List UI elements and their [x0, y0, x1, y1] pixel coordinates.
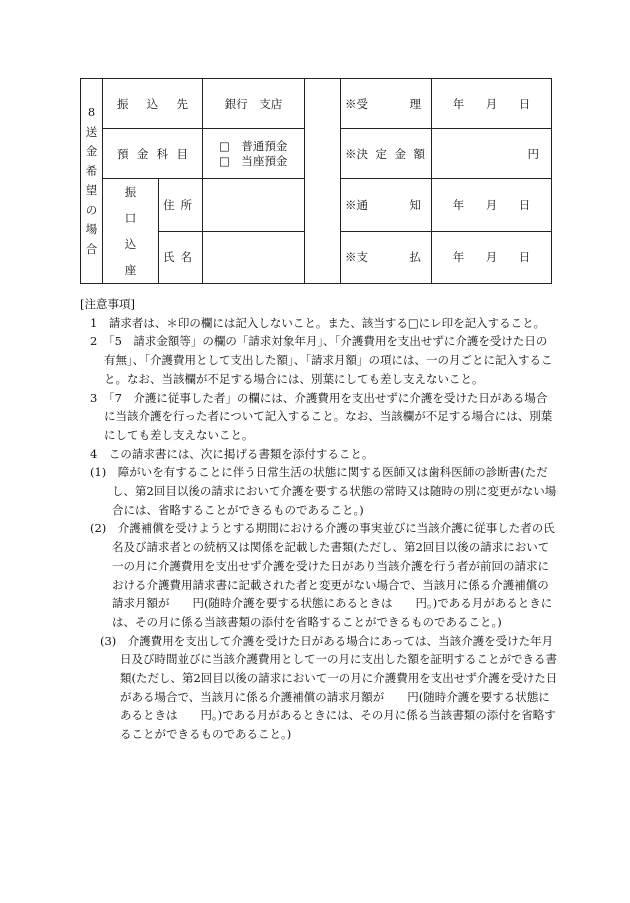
furikomisaki-label: 振 込 先 — [103, 79, 203, 129]
shiharai-date-field[interactable]: 年 月 日 — [432, 231, 552, 284]
section-title-remittance: 8 送 金 希 望 の 場 合 — [81, 79, 103, 284]
jusho-label: 住所 — [159, 179, 203, 232]
furikomi-kouza-label: 振口 込座 — [103, 179, 159, 284]
note-item-1: 1 請求者は、＊印の欄には記入しないこと。また、該当する□にレ印を記入すること。 — [90, 315, 546, 330]
shimei-label: 氏名 — [159, 231, 203, 284]
note-subitem-1: (1) 障がいを有することに伴う日常生活の状態に関する医師又は歯科医師の診断書(ただし、第2回目以後の請求において介護を要する状態の常時又は随時の別に変更がない場合には、省略することができるものであること。) — [90, 465, 557, 517]
note-item-4: 4 この請求書には、次に掲げる書類を添付すること。 — [90, 446, 374, 461]
note-subitem-2: (2) 介護補償を受けようとする期間における介護の事実並びに当該介護に従事した者の氏名及び請求者との続柄又は関係を記載した書類(ただし、第2回目以後の請求において一の月に介護費用を支出せず介護を受けた日があり当該介護を行う者が前回の請求における介護費用請求書に記載された者と変更がない場合で、当該月に係る介護補償の請求月額が 円(随時介護を要する状態にあるときは 円。)である月があるときには、その月に係る当該書類の添付を省略することができるものであること。) — [90, 521, 555, 629]
juri-label: ※受 理 — [341, 79, 432, 129]
bank-branch-field[interactable]: 銀行 支店 — [203, 79, 305, 129]
note-item-3: 3 「7 介護に従事した者」の欄には、介護費用を支出せずに介護を受けた日がある場合に当該介護を行った者について記入すること。なお、当該欄が不足する場合には、別葉にしても差し支えないこと。 — [90, 390, 553, 442]
notes-section — [80, 295, 558, 744]
tsuchi-date-field[interactable]: 年 月 日 — [432, 179, 552, 232]
tsuchi-label: ※通 知 — [341, 179, 432, 232]
kettei-amount-field[interactable]: 円 — [432, 129, 552, 179]
note-subitem-3: (3) 介護費用を支出して介護を受けた日がある場合にあっては、当該介護を受けた年月日及び時間並びに当該介護費用として一の月に支出した額を証明することができる書類(ただし、第2回目以後の請求において一の月に介護費用を支出せず介護を受けた日がある場合で、当該月に係る介護補償の請求月額が 円(随時介護を要する状態にあるときは 円。)である月があるときには、その月に係る当該書類の添付を省略することができるものであること。) — [100, 633, 558, 742]
juri-date-field[interactable]: 年 月 日 — [432, 79, 552, 129]
account-type-options[interactable] — [203, 129, 305, 179]
yokin-kamoku-label: 預 金 科 目 — [103, 129, 203, 179]
blank-column — [305, 79, 341, 284]
shimei-field[interactable] — [203, 231, 305, 284]
jusho-field[interactable] — [203, 179, 305, 232]
futsu-checkbox[interactable]: □ 普通預金 — [219, 138, 288, 153]
kettei-label: ※決 定 金 額 — [341, 129, 432, 179]
toza-checkbox[interactable]: □ 当座預金 — [219, 153, 288, 168]
shiharai-label: ※支 払 — [341, 231, 432, 284]
remittance-form-table — [80, 78, 552, 284]
notes-heading: [注意事項] — [80, 297, 135, 311]
note-item-2: 2 「5 請求金額等」の欄の「請求対象年月」、「介護費用を支出せずに介護を受けた日の有無」、「介護費用として支出した額」、「請求月額」の項には、一の月ごとに記入すること。なお、当該欄が不足する場合には、別葉にしても差し支えないこと。 — [90, 334, 553, 386]
